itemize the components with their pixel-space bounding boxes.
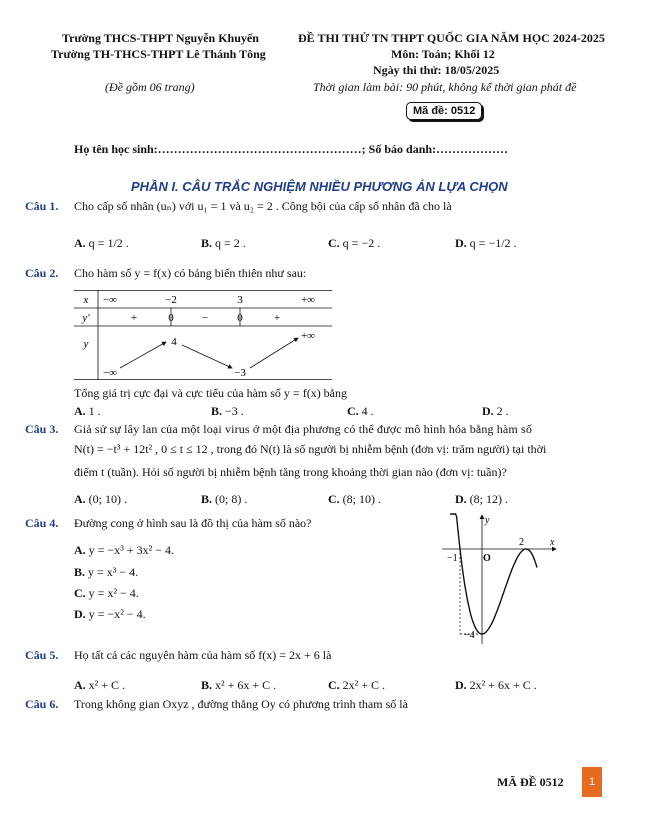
option-letter: B. [201,492,213,506]
option-letter: A. [74,236,86,250]
cubic-curve [450,514,537,634]
option-d[interactable] [455,678,537,693]
option-a[interactable] [74,678,125,693]
option-a[interactable] [74,492,127,507]
question-text: điểm t (tuần). Hỏi số người bị nhiễm bệnh tăng trong khoảng thời gian nào (đơn vị: tuần)? [74,465,507,479]
option-b[interactable] [201,236,246,251]
option-a[interactable] [74,543,174,558]
section-title: PHẦN I. CÂU TRẮC NGHIỆM NHIỀU PHƯƠNG ÁN LỰA CHỌN [131,179,508,194]
subject: Môn: Toán; Khối 12 [391,47,495,61]
option-letter: C. [328,492,340,506]
option-c[interactable] [347,404,374,419]
option-c[interactable] [328,678,385,693]
option-text: (8; 10) . [342,492,381,506]
option-letter: C. [347,404,359,418]
exam-title: ĐỀ THI THỬ TN THPT QUỐC GIA NĂM HỌC 2024-2025 [298,31,605,45]
question-text: Cho hàm số y = f(x) có bảng biến thiên như sau: [74,266,307,280]
option-text: 2x² + 6x + C . [469,678,537,692]
question-text: Cho cấp số nhân (uₙ) với u₁ = 1 và u₂ = 2 . Công bội của cấp số nhân đã cho là [74,199,452,213]
option-d[interactable] [455,492,508,507]
option-letter: D. [74,607,86,621]
bbt-x-label: x [83,294,89,306]
bbt-sign: 0 [168,312,174,324]
option-text: q = 2 . [215,236,246,250]
exam-code-badge: Mã đề: 0512 [406,102,482,120]
bbt-y-val: −3 [234,367,246,379]
question-label: Câu 1. [25,199,59,213]
bbt-x-val: −∞ [102,294,118,306]
footer-code: MÃ ĐỀ 0512 [497,775,564,789]
option-b[interactable] [201,492,247,507]
tick-label: −1 [447,553,458,564]
bbt-x-val: +∞ [300,294,316,306]
bbt-y-val: −∞ [102,367,118,379]
school-name-1: Trường THCS-THPT Nguyễn Khuyến [62,31,259,45]
bbt-arrow-down [182,345,232,368]
option-letter: D. [455,678,467,692]
option-text: 1 . [88,404,101,418]
tick-label: 2 [519,537,524,548]
option-d[interactable] [482,404,509,419]
question-label: Câu 6. [25,697,59,711]
option-a[interactable] [74,236,129,251]
option-letter: A. [74,678,86,692]
option-letter: B. [211,404,223,418]
option-letter: C. [328,678,340,692]
option-letter: B. [201,236,213,250]
option-letter: A. [74,404,86,418]
option-text: y = x³ − 4. [88,565,139,579]
option-text: y = −x² − 4. [88,607,146,621]
option-text: (0; 10) . [88,492,127,506]
option-letter: D. [455,236,467,250]
option-text: y = x² − 4. [88,586,139,600]
option-text: 4 . [361,404,374,418]
option-letter: A. [74,543,86,557]
option-letter: D. [455,492,467,506]
question-label: Câu 2. [25,266,59,280]
bbt-sign: + [130,312,138,324]
exam-time: Thời gian làm bài: 90 phút, không kể thời gian phát đề [313,80,577,94]
bbt-sign: 0 [237,312,243,324]
option-b[interactable] [201,678,276,693]
exam-date: Ngày thi thử: 18/05/2025 [373,63,500,77]
question-followup: Tổng giá trị cực đại và cực tiểu của hàm số y = f(x) bằng [74,386,348,400]
option-text: (0; 8) . [215,492,248,506]
option-letter: D. [482,404,494,418]
option-text: q = 1/2 . [88,236,129,250]
bbt-yprime-label: y′ [82,312,90,324]
bbt-sign: − [201,312,209,324]
option-text: −3 . [225,404,244,418]
bbt-x-val: 3 [237,294,243,306]
question-text: N(t) = −t³ + 12t² , 0 ≤ t ≤ 12 , trong đó N(t) là số người bị nhiễm bệnh (đơn vị: trăm người) tại thời [74,442,547,456]
option-c[interactable] [74,586,139,601]
function-graph [440,512,560,647]
option-text: 2x² + C . [342,678,386,692]
option-text: q = −2 . [342,236,381,250]
option-text: q = −1/2 . [469,236,517,250]
question-label: Câu 5. [25,648,59,662]
bbt-y-val: +∞ [300,330,316,342]
option-text: x² + 6x + C . [215,678,277,692]
tick-label: −4 [464,630,475,641]
student-info-line: Họ tên học sinh:……………………………………………; Số báo danh:……………… [74,142,509,156]
x-axis-label: x [550,537,555,548]
variation-table [74,290,332,380]
question-text: Đường cong ở hình sau là đồ thị của hàm số nào? [74,516,312,530]
option-c[interactable] [328,492,381,507]
question-text: Giả sử sự lây lan của một loại virus ở một địa phương có thể được mô hình hóa bằng hàm số [74,422,532,436]
school-name-2: Trường TH-THCS-THPT Lê Thánh Tông [51,47,266,61]
option-letter: C. [328,236,340,250]
option-text: y = −x³ + 3x² − 4. [88,543,174,557]
option-letter: A. [74,492,86,506]
option-letter: C. [74,586,86,600]
option-letter: B. [201,678,213,692]
option-b[interactable] [211,404,244,419]
option-b[interactable] [74,565,138,580]
question-label: Câu 3. [25,422,59,436]
option-d[interactable] [455,236,517,251]
option-c[interactable] [328,236,380,251]
bbt-arrow-up [120,342,166,368]
page-number: 1 [582,767,602,797]
question-label: Câu 4. [25,516,59,530]
question-text: Họ tất cả các nguyên hàm của hàm số f(x) = 2x + 6 là [74,648,332,662]
bbt-arrow-up [250,338,298,368]
question-text: Trong không gian Oxyz , đường thẳng Oy có phương trình tham số là [74,697,408,711]
pages-note: (Đề gồm 06 trang) [105,80,195,94]
option-letter: B. [74,565,86,579]
origin-label: O [483,553,491,564]
bbt-x-val: −2 [165,294,177,306]
y-axis-label: y [485,515,490,526]
option-text: x² + C . [88,678,126,692]
option-text: 2 . [496,404,509,418]
bbt-sign: + [273,312,281,324]
option-d[interactable] [74,607,146,622]
option-a[interactable] [74,404,101,419]
bbt-y-val: 4 [171,336,177,348]
option-text: (8; 12) . [469,492,508,506]
bbt-y-label: y [83,338,89,350]
